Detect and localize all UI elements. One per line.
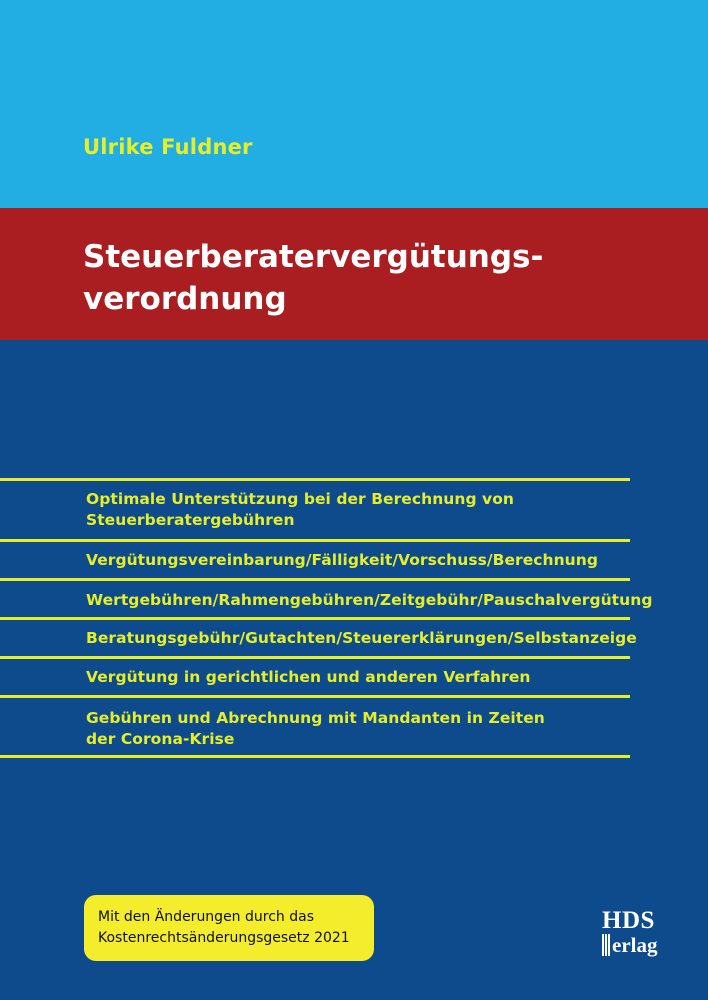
book-title xyxy=(83,236,543,320)
edition-badge-line: Kostenrechtsänderungsgesetz 2021 xyxy=(98,930,350,946)
topic-item xyxy=(86,667,646,688)
edition-badge xyxy=(84,895,374,961)
topic-item-line: Steuerberatergebühren xyxy=(86,511,295,529)
topic-item-line: Wertgebühren/Rahmengebühren/Zeitgebühr/Pauschalvergütung xyxy=(86,591,653,609)
publisher-logo-name: HDS xyxy=(602,907,655,934)
divider-rule xyxy=(0,755,630,758)
topic-item-line: Vergütungsvereinbarung/Fälligkeit/Vorschuss/Berechnung xyxy=(86,551,598,569)
topic-item-line: Vergütung in gerichtlichen und anderen Verfahren xyxy=(86,668,531,686)
topic-item xyxy=(86,708,646,750)
topic-item xyxy=(86,489,646,531)
topic-item-line: Beratungsgebühr/Gutachten/Steuererklärungen/Selbstanzeige xyxy=(86,629,637,647)
publisher-logo-row xyxy=(602,934,674,956)
divider-rule xyxy=(0,539,630,542)
divider-rule xyxy=(0,695,630,698)
divider-rule xyxy=(0,578,630,581)
topic-item xyxy=(86,628,646,649)
edition-badge-line: Mit den Änderungen durch das xyxy=(98,909,314,925)
publisher-logo xyxy=(602,908,674,956)
topic-item-line: der Corona-Krise xyxy=(86,730,235,748)
topic-item-line: Optimale Unterstützung bei der Berechnung von xyxy=(86,490,514,508)
book-title-line-2: verordnung xyxy=(83,281,287,317)
divider-rule xyxy=(0,617,630,620)
book-title-line-1: Steuerberatervergütungs- xyxy=(83,239,544,275)
topic-item xyxy=(86,550,646,571)
author-name: Ulrike Fuldner xyxy=(83,135,253,159)
divider-rule xyxy=(0,478,630,481)
topic-item-line: Gebühren und Abrechnung mit Mandanten in Zeiten xyxy=(86,709,545,727)
publisher-logo-subname: erlag xyxy=(612,933,658,957)
top-band xyxy=(0,0,708,208)
divider-rule xyxy=(0,656,630,659)
book-icon xyxy=(602,934,610,956)
topic-item xyxy=(86,590,653,611)
